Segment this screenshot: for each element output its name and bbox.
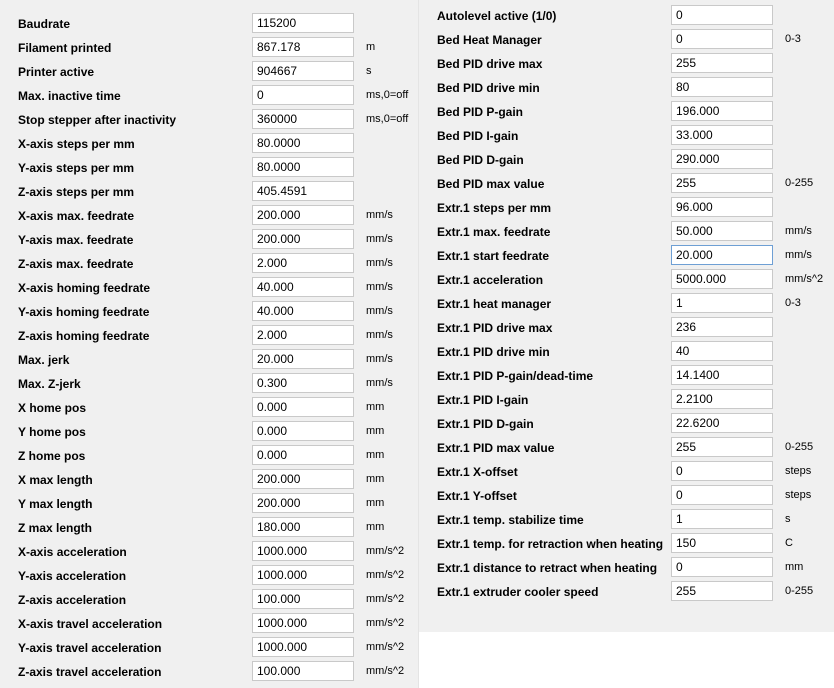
setting-label: Z-axis max. feedrate [18,257,134,271]
setting-row-max-inactive-time [0,84,418,108]
x-home-pos-input[interactable] [252,397,354,417]
setting-label: Printer active [18,65,95,79]
y-axis-max-feedrate-input[interactable] [252,229,354,249]
setting-unit: mm/s [366,257,393,269]
setting-label: X home pos [18,401,87,415]
bed-pid-d-gain-input[interactable] [671,149,773,169]
setting-unit: mm [366,497,385,509]
y-max-length-input[interactable] [252,493,354,513]
setting-unit: mm/s [366,353,393,365]
z-home-pos-input[interactable] [252,445,354,465]
setting-row-extr-1-pid-p-gain-dead-time [419,364,834,388]
autolevel-active-1-0-input[interactable] [671,5,773,25]
setting-row-filament-printed [0,36,418,60]
setting-row-extr-1-temp-stabilize-time [419,508,834,532]
setting-row-bed-pid-d-gain [419,148,834,172]
x-axis-acceleration-input[interactable] [252,541,354,561]
setting-row-x-axis-travel-acceleration [0,612,418,636]
bed-pid-max-value-input[interactable] [671,173,773,193]
setting-label: Bed PID drive max [437,57,543,71]
setting-unit: 0-3 [785,33,801,45]
x-axis-homing-feedrate-input[interactable] [252,277,354,297]
setting-label: X-axis acceleration [18,545,127,559]
setting-label: Bed PID drive min [437,81,540,95]
setting-label: Max. Z-jerk [18,377,81,391]
extr-1-temp-stabilize-time-input[interactable] [671,509,773,529]
max-inactive-time-input[interactable] [252,85,354,105]
setting-unit: ms,0=off [366,89,409,101]
bed-pid-drive-min-input[interactable] [671,77,773,97]
setting-row-bed-heat-manager [419,28,834,52]
setting-row-extr-1-start-feedrate [419,244,834,268]
right-settings-panel [419,0,834,632]
setting-row-extr-1-acceleration [419,268,834,292]
setting-label: Extr.1 start feedrate [437,249,550,263]
setting-row-extr-1-distance-to-retract-when-heating [419,556,834,580]
setting-row-x-axis-max-feedrate [0,204,418,228]
setting-row-z-axis-travel-acceleration [0,660,418,684]
setting-row-y-max-length [0,492,418,516]
setting-label: Y home pos [18,425,86,439]
x-axis-steps-per-mm-input[interactable] [252,133,354,153]
setting-row-autolevel-active-1-0 [419,4,834,28]
extr-1-start-feedrate-input[interactable] [671,245,773,265]
setting-row-baudrate [0,12,418,36]
setting-unit: mm [366,521,385,533]
setting-row-y-axis-homing-feedrate [0,300,418,324]
setting-row-extr-1-y-offset [419,484,834,508]
setting-row-y-axis-steps-per-mm [0,156,418,180]
z-axis-travel-acceleration-input[interactable] [252,661,354,681]
setting-label: Extr.1 PID drive max [437,321,553,335]
setting-unit: mm/s^2 [366,665,405,677]
setting-row-max-z-jerk [0,372,418,396]
max-z-jerk-input[interactable] [252,373,354,393]
setting-row-x-max-length [0,468,418,492]
setting-row-x-axis-steps-per-mm [0,132,418,156]
bed-heat-manager-input[interactable] [671,29,773,49]
setting-label: Extr.1 acceleration [437,273,544,287]
extr-1-max-feedrate-input[interactable] [671,221,773,241]
filament-printed-input[interactable] [252,37,354,57]
setting-unit: mm/s [366,281,393,293]
setting-label: Y-axis acceleration [18,569,127,583]
setting-unit: mm/s^2 [366,545,405,557]
setting-unit: mm/s [785,249,812,261]
setting-row-stop-stepper-after-inactivity [0,108,418,132]
y-axis-steps-per-mm-input[interactable] [252,157,354,177]
extr-1-distance-to-retract-when-heating-input[interactable] [671,557,773,577]
setting-row-extr-1-pid-drive-min [419,340,834,364]
y-axis-homing-feedrate-input[interactable] [252,301,354,321]
setting-unit: 0-3 [785,297,801,309]
setting-row-x-home-pos [0,396,418,420]
setting-label: Extr.1 distance to retract when heating [437,561,658,575]
bed-pid-drive-max-input[interactable] [671,53,773,73]
x-axis-max-feedrate-input[interactable] [252,205,354,225]
setting-row-extr-1-heat-manager [419,292,834,316]
setting-row-z-axis-steps-per-mm [0,180,418,204]
baudrate-input[interactable] [252,13,354,33]
setting-label: X max length [18,473,93,487]
setting-row-z-axis-max-feedrate [0,252,418,276]
setting-unit: s [366,65,372,77]
setting-unit: mm/s [366,209,393,221]
bed-pid-p-gain-input[interactable] [671,101,773,121]
extr-1-extruder-cooler-speed-input[interactable] [671,581,773,601]
setting-row-x-axis-homing-feedrate [0,276,418,300]
setting-label: Extr.1 Y-offset [437,489,517,503]
extr-1-pid-i-gain-input[interactable] [671,389,773,409]
setting-row-bed-pid-max-value [419,172,834,196]
max-jerk-input[interactable] [252,349,354,369]
extr-1-temp-for-retraction-when-heating-input[interactable] [671,533,773,553]
y-axis-travel-acceleration-input[interactable] [252,637,354,657]
setting-label: Bed PID P-gain [437,105,524,119]
setting-unit: ms,0=off [366,113,409,125]
setting-label: Extr.1 PID drive min [437,345,550,359]
setting-unit: steps [785,489,812,501]
z-axis-homing-feedrate-input[interactable] [252,325,354,345]
setting-unit: mm/s^2 [366,569,405,581]
setting-label: Extr.1 temp. for retraction when heating [437,537,664,551]
extr-1-x-offset-input[interactable] [671,461,773,481]
setting-label: Z-axis homing feedrate [18,329,150,343]
extr-1-pid-drive-max-input[interactable] [671,317,773,337]
setting-row-y-axis-travel-acceleration [0,636,418,660]
setting-label: Extr.1 PID I-gain [437,393,529,407]
setting-label: Bed PID max value [437,177,545,191]
setting-row-extr-1-extruder-cooler-speed [419,580,834,604]
extr-1-pid-d-gain-input[interactable] [671,413,773,433]
setting-label: Baudrate [18,17,71,31]
setting-label: Extr.1 PID P-gain/dead-time [437,369,594,383]
setting-unit: mm/s^2 [366,617,405,629]
setting-unit: C [785,537,793,549]
y-home-pos-input[interactable] [252,421,354,441]
setting-label: Filament printed [18,41,112,55]
setting-row-x-axis-acceleration [0,540,418,564]
setting-row-z-axis-homing-feedrate [0,324,418,348]
setting-label: Extr.1 X-offset [437,465,518,479]
z-axis-steps-per-mm-input[interactable] [252,181,354,201]
setting-row-extr-1-pid-drive-max [419,316,834,340]
setting-row-bed-pid-i-gain [419,124,834,148]
setting-row-z-max-length [0,516,418,540]
setting-unit: 0-255 [785,441,814,453]
setting-label: Y max length [18,497,93,511]
setting-unit: mm [366,425,385,437]
setting-label: Extr.1 max. feedrate [437,225,551,239]
setting-label: X-axis travel acceleration [18,617,163,631]
setting-row-extr-1-steps-per-mm [419,196,834,220]
setting-label: X-axis max. feedrate [18,209,135,223]
setting-unit: mm [366,401,385,413]
setting-label: Y-axis steps per mm [18,161,135,175]
extr-1-heat-manager-input[interactable] [671,293,773,313]
setting-label: Z home pos [18,449,86,463]
setting-label: Z max length [18,521,93,535]
setting-label: Extr.1 PID max value [437,441,555,455]
setting-label: Extr.1 extruder cooler speed [437,585,599,599]
setting-row-extr-1-max-feedrate [419,220,834,244]
extr-1-y-offset-input[interactable] [671,485,773,505]
setting-row-bed-pid-drive-min [419,76,834,100]
x-max-length-input[interactable] [252,469,354,489]
extr-1-steps-per-mm-input[interactable] [671,197,773,217]
z-max-length-input[interactable] [252,517,354,537]
setting-label: Max. jerk [18,353,70,367]
setting-label: Extr.1 PID D-gain [437,417,534,431]
setting-row-extr-1-pid-i-gain [419,388,834,412]
setting-unit: mm/s^2 [366,641,405,653]
setting-unit: mm [366,449,385,461]
setting-row-extr-1-pid-max-value [419,436,834,460]
x-axis-travel-acceleration-input[interactable] [252,613,354,633]
z-axis-acceleration-input[interactable] [252,589,354,609]
setting-label: X-axis steps per mm [18,137,135,151]
setting-unit: mm/s [366,329,393,341]
setting-label: X-axis homing feedrate [18,281,151,295]
setting-label: Bed PID D-gain [437,153,524,167]
setting-unit: mm/s [785,225,812,237]
z-axis-max-feedrate-input[interactable] [252,253,354,273]
setting-unit: mm/s^2 [366,593,405,605]
setting-unit: 0-255 [785,585,814,597]
stop-stepper-after-inactivity-input[interactable] [252,109,354,129]
setting-row-extr-1-x-offset [419,460,834,484]
setting-unit: steps [785,465,812,477]
setting-row-bed-pid-p-gain [419,100,834,124]
setting-label: Z-axis travel acceleration [18,665,162,679]
setting-row-y-axis-acceleration [0,564,418,588]
setting-unit: mm/s^2 [785,273,824,285]
setting-row-y-axis-max-feedrate [0,228,418,252]
empty-area [580,632,834,688]
setting-row-extr-1-temp-for-retraction-when-heating [419,532,834,556]
setting-row-z-axis-acceleration [0,588,418,612]
setting-unit: s [785,513,791,525]
y-axis-acceleration-input[interactable] [252,565,354,585]
setting-label: Max. inactive time [18,89,121,103]
setting-unit: mm/s [366,377,393,389]
setting-label: Z-axis steps per mm [18,185,135,199]
printer-active-input[interactable] [252,61,354,81]
setting-row-bed-pid-drive-max [419,52,834,76]
setting-label: Bed Heat Manager [437,33,542,47]
setting-unit: 0-255 [785,177,814,189]
setting-label: Z-axis acceleration [18,593,127,607]
setting-unit: mm [366,473,385,485]
setting-row-extr-1-pid-d-gain [419,412,834,436]
extr-1-pid-max-value-input[interactable] [671,437,773,457]
setting-row-y-home-pos [0,420,418,444]
setting-row-printer-active [0,60,418,84]
setting-label: Y-axis max. feedrate [18,233,134,247]
extr-1-pid-drive-min-input[interactable] [671,341,773,361]
setting-label: Bed PID I-gain [437,129,519,143]
setting-unit: mm [785,561,804,573]
setting-label: Autolevel active (1/0) [437,9,557,23]
setting-row-max-jerk [0,348,418,372]
setting-unit: mm/s [366,305,393,317]
extr-1-pid-p-gain-dead-time-input[interactable] [671,365,773,385]
setting-label: Extr.1 steps per mm [437,201,552,215]
setting-unit: mm/s [366,233,393,245]
setting-label: Extr.1 temp. stabilize time [437,513,584,527]
setting-label: Y-axis homing feedrate [18,305,150,319]
setting-unit: m [366,41,376,53]
bed-pid-i-gain-input[interactable] [671,125,773,145]
setting-label: Y-axis travel acceleration [18,641,162,655]
setting-row-z-home-pos [0,444,418,468]
setting-label: Stop stepper after inactivity [18,113,177,127]
extr-1-acceleration-input[interactable] [671,269,773,289]
setting-label: Extr.1 heat manager [437,297,552,311]
